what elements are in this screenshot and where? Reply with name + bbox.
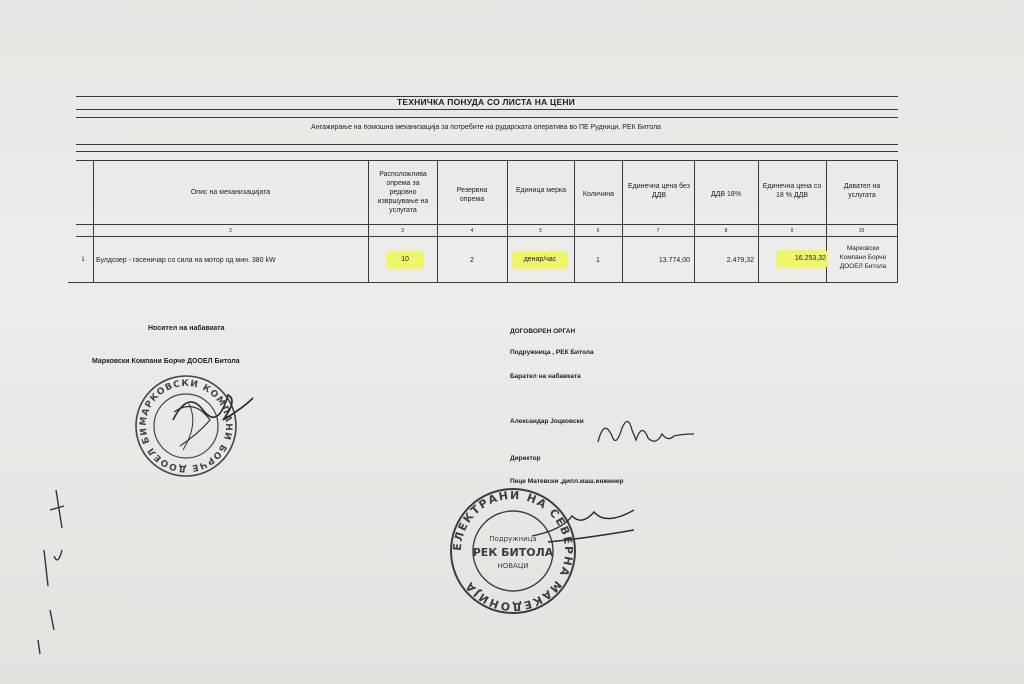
authority-stamp-top: Подружница	[489, 535, 537, 543]
director-name: Пеце Матевски ,дипл.маш.инжинер	[510, 478, 624, 485]
header-available: Расположлива опрема за редовно извршување на услугата	[377, 171, 429, 214]
requester-signature	[590, 412, 700, 452]
column-number: 2	[229, 228, 232, 234]
table-border	[76, 224, 898, 225]
row-number: 1	[81, 257, 85, 263]
column-divider	[93, 160, 94, 282]
row-quantity: 1	[596, 257, 600, 264]
authority-unit: Подружница , РЕК Битола	[510, 349, 594, 356]
column-divider	[507, 160, 508, 282]
column-divider	[622, 160, 623, 282]
row-unit-price: 13.774,00	[658, 257, 690, 264]
table-border	[76, 117, 898, 118]
header-vat: ДДВ 18%	[710, 191, 742, 198]
header-unit: Единица мерка	[516, 187, 566, 194]
contractor-signature	[168, 380, 258, 440]
row-vat: 2.479,32	[726, 257, 754, 264]
document-subtitle: Ангажирање на помошна механизација за потребите на рударската оператива во ПЕ Рудници, РЕК Битола	[311, 124, 661, 131]
requester-name: Александар Јоцковски	[510, 418, 584, 425]
header-price-no-vat: Единечна цена без ДДВ	[628, 183, 690, 199]
authority-stamp-ring: ЕЛЕКТРАНИ НА СЕВЕРНА МАКЕДОНИЈА	[450, 488, 576, 614]
column-divider	[368, 160, 369, 282]
authority-stamp-center: РЕК БИТОЛА	[472, 546, 554, 559]
column-number: 7	[656, 228, 660, 234]
column-number: 9	[790, 228, 794, 234]
header-reserve: Резервна опрема	[456, 187, 488, 203]
header-description: Опис на механизацијата	[190, 189, 271, 196]
requester-label: Барател на набавката	[510, 373, 581, 380]
table-border	[76, 160, 898, 161]
column-divider	[694, 160, 695, 282]
column-number: 8	[724, 228, 728, 234]
table-border	[76, 109, 898, 110]
row-provider: Марковски Компани Борче ДООЕЛ Битола	[839, 245, 887, 270]
row-available-equipment: 10	[386, 251, 424, 269]
authority-stamp-sub: НОВАЦИ	[497, 562, 529, 570]
row-description: Булдозер - гасеничар со сила на мотор од мин. 380 kW	[96, 257, 276, 264]
table-border	[76, 144, 898, 145]
director-signature	[528, 498, 638, 548]
margin-marks	[30, 480, 90, 660]
director-label: Директор	[510, 455, 541, 462]
column-number: 4	[470, 228, 474, 234]
company-stamp-text: МАРКОВСКИ КОМПАНИ БОРЧЕ ДООЕЛ БИТОЛА	[129, 367, 234, 474]
column-number: 6	[596, 228, 600, 234]
column-number: 10	[858, 228, 865, 234]
table-border	[68, 282, 898, 283]
column-divider	[897, 160, 898, 282]
header-price-with-vat: Единечна цена со 18 % ДДВ	[762, 183, 822, 199]
table-border	[76, 151, 898, 152]
column-divider	[758, 160, 759, 282]
contractor-heading: Носител на набавката	[148, 325, 225, 332]
authority-heading: ДОГОВОРЕН ОРГАН	[510, 328, 576, 335]
column-number: 5	[539, 228, 542, 234]
document-title: ТЕХНИЧКА ПОНУДА СО ЛИСТА НА ЦЕНИ	[397, 97, 575, 107]
header-provider: Давател на услугата	[843, 183, 881, 199]
column-number: 3	[401, 228, 404, 234]
row-price-with-vat: 16.253,32	[776, 250, 828, 268]
row-unit: денар/час	[512, 251, 568, 269]
header-quantity: Количина	[582, 191, 615, 198]
contractor-name: Марковски Компани Борче ДООЕЛ Битола	[92, 358, 240, 365]
table-border	[76, 236, 898, 237]
row-reserve-equipment: 2	[470, 257, 474, 264]
